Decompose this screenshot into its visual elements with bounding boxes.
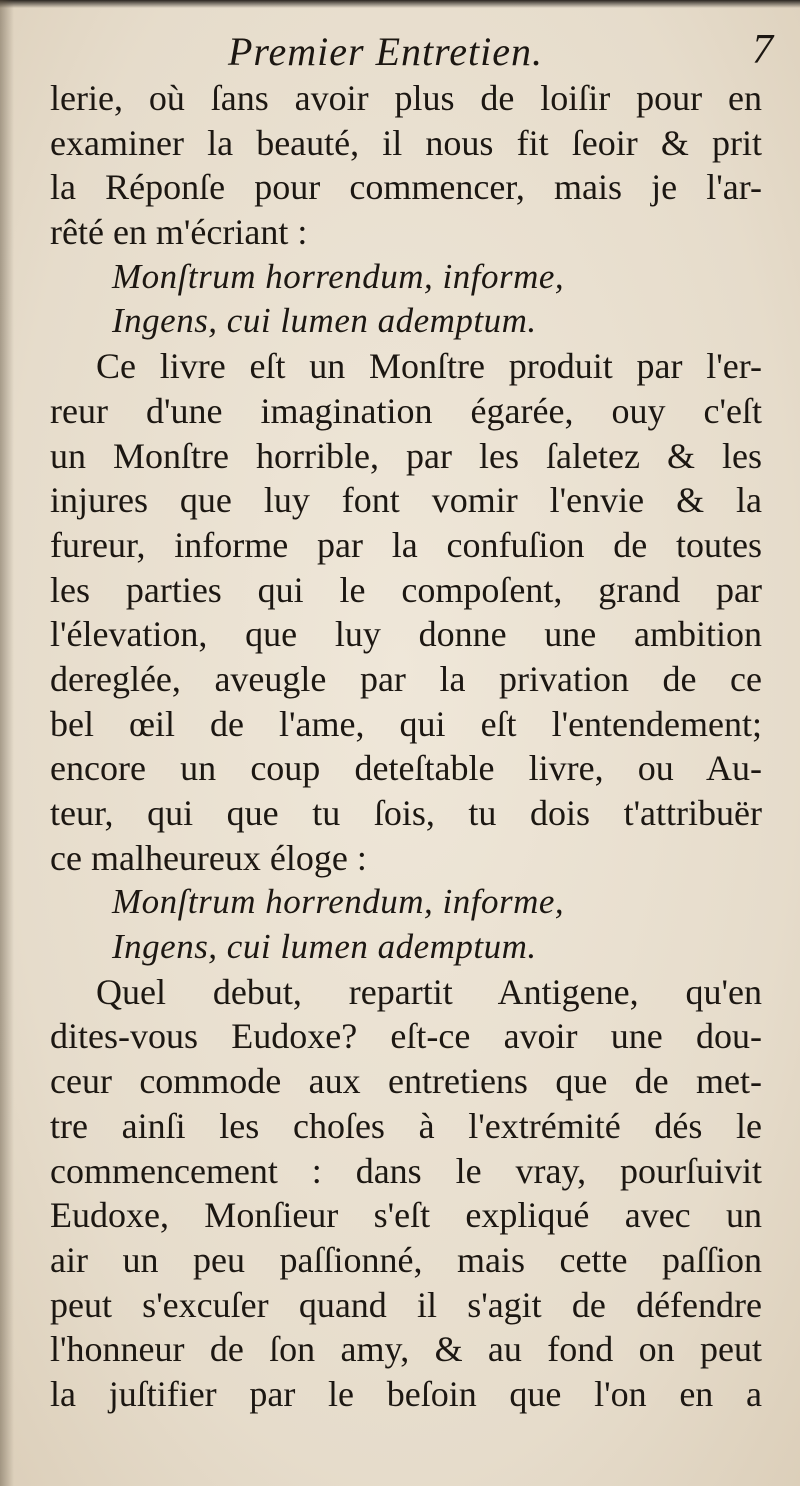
text-line: injures que luy font vomir l'envie & la [50, 480, 762, 521]
text-line: air un peu paſſionné, mais cette paſſion [50, 1239, 762, 1280]
text-line: teur, qui que tu ſois, tu dois t'attribuër [50, 793, 762, 833]
page-top-edge-shadow [0, 0, 800, 8]
text-line: les parties qui le compoſent, grand par [50, 569, 762, 610]
text-line: encore un coup deteſtable livre, ou Au- [50, 748, 762, 789]
text-line: ceur commode aux entretiens que de met- [50, 1061, 762, 1102]
verse-line: Monſtrum horrendum, informe, [112, 256, 565, 296]
verse-line: Ingens, cui lumen ademptum. [112, 301, 537, 341]
text-line: l'honneur de ſon amy, & au fond on peut [50, 1329, 762, 1370]
text-line: rêté en m'écriant : [50, 212, 308, 253]
page-gutter-shadow [0, 0, 14, 1486]
text-line: dereglée, aveugle par la privation de ce [50, 658, 762, 699]
text-line: un Monſtre horrible, par les ſaletez & les [50, 435, 762, 476]
verse-line: Monſtrum horrendum, informe, [112, 882, 565, 922]
text-line: reur d'une imagination égarée, ouy c'eſt [50, 390, 762, 431]
text-line: Ce livre eſt un Monſtre produit par l'er- [96, 346, 762, 387]
text-line: peut s'excuſer quand il s'agit de défendre [50, 1284, 762, 1325]
text-line: tre ainſi les choſes à l'extrémité dés le [50, 1105, 762, 1146]
text-line: bel œil de l'ame, qui eſt l'entendement; [50, 703, 762, 744]
text-line: dites-vous Eudoxe? eſt-ce avoir une dou- [50, 1016, 762, 1057]
text-line: fureur, informe par la confuſion de toutes [50, 524, 762, 565]
text-line: Eudoxe, Monſieur s'eſt expliqué avec un [50, 1195, 762, 1236]
running-title: Premier Entretien. [228, 29, 543, 74]
page-number: 7 [752, 27, 773, 73]
text-line: commencement : dans le vray, pourſuivit [50, 1150, 762, 1191]
verse-line: Ingens, cui lumen ademptum. [112, 927, 537, 967]
text-line: l'élevation, que luy donne une ambition [50, 614, 762, 655]
text-line: lerie, où ſans avoir plus de loiſir pour en [50, 78, 762, 118]
text-line: Quel debut, repartit Antigene, qu'en [96, 971, 762, 1012]
text-line: examiner la beauté, il nous fit ſeoir & prit [50, 122, 762, 163]
text-line: ce malheureux éloge : [50, 837, 367, 878]
text-line: la juſtifier par le beſoin que l'on en a [50, 1373, 762, 1414]
body-text [50, 76, 762, 1417]
text-line: la Réponſe pour commencer, mais je l'ar- [50, 167, 762, 208]
